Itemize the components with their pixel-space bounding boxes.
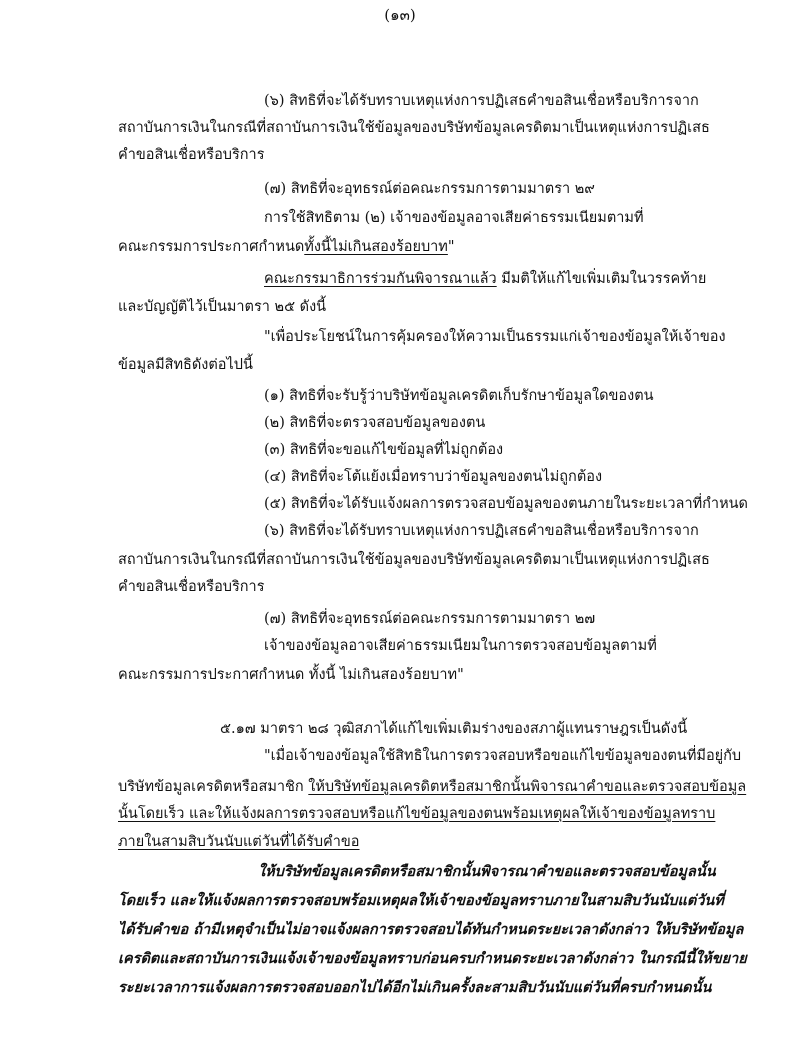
italic-bold-text: เครดิตและสถาบันการเงินแจ้งเจ้าของข้อมูลทราบก่อนครบกำหนดระยะเวลาดังกล่าว ในกรณีนี้ให้ขยาย	[118, 950, 747, 967]
text-line	[118, 887, 724, 915]
text-line	[264, 324, 726, 351]
text-segment: คณะกรรมการประกาศกำหนด ทั้งนี้ ไม่เกินสองร้อยบาท"	[118, 667, 464, 683]
text-segment: (๔) สิทธิที่จะโต้แย้งเมื่อทราบว่าข้อมูลของตนไม่ถูกต้อง	[264, 469, 603, 485]
text-segment: (๕) สิทธิที่จะได้รับแจ้งผลการตรวจสอบข้อมูลของตนภายในระยะเวลาที่กำหนด	[264, 496, 748, 512]
text-line	[118, 234, 455, 261]
text-segment: บริษัทข้อมูลเครดิตหรือสมาชิก	[118, 779, 309, 795]
text-line	[118, 662, 464, 689]
text-segment: "เพื่อประโยชน์ในการคุ้มครองให้ความเป็นธรรมแก่เจ้าของข้อมูลให้เจ้าของ	[264, 329, 726, 345]
text-line	[264, 176, 595, 203]
text-line	[118, 974, 711, 1002]
text-line	[264, 383, 654, 410]
text-line	[118, 829, 360, 856]
text-segment: เจ้าของข้อมูลอาจเสียค่าธรรมเนียมในการตรวจสอบข้อมูลตามที่	[264, 638, 657, 654]
underlined-text: ให้บริษัทข้อมูลเครดิตหรือสมาชิกนั้นพิจารณาคำขอและตรวจสอบข้อมูล	[308, 779, 747, 795]
italic-bold-text: ให้บริษัทข้อมูลเครดิตหรือสมาชิกนั้นพิจารณาคำขอและตรวจสอบข้อมูลนั้น	[258, 863, 716, 880]
text-line	[118, 142, 265, 169]
underlined-text: คณะกรรมาธิการร่วมกันพิจารณาแล้ว	[264, 271, 497, 287]
text-segment: (๗) สิทธิที่จะอุทธรณ์ต่อคณะกรรมการตามมาตรา ๒๙	[264, 181, 595, 197]
text-line	[264, 491, 748, 518]
text-line	[118, 801, 715, 828]
text-line	[264, 437, 503, 464]
text-segment: (๓) สิทธิที่จะขอแก้ไขข้อมูลที่ไม่ถูกต้อง	[264, 442, 504, 458]
text-line	[118, 352, 253, 379]
text-line	[264, 633, 657, 660]
text-line	[264, 606, 595, 633]
text-line	[264, 464, 602, 491]
page-number: (๑๓)	[384, 6, 416, 24]
text-segment: การใช้สิทธิตาม (๒) เจ้าของข้อมูลอาจเสียค่าธรรมเนียมตามที่	[264, 210, 644, 226]
text-segment: มีมติให้แก้ไขเพิ่มเติมในวรรคท้าย	[496, 271, 707, 287]
text-line	[220, 716, 687, 743]
text-segment: คำขอสินเชื่อหรือบริการ	[118, 579, 265, 595]
text-line	[118, 574, 265, 601]
text-segment: คำขอสินเชื่อหรือบริการ	[118, 147, 265, 163]
text-line	[258, 858, 716, 886]
underlined-text: ทั้งนี้ไม่เกินสองร้อยบาท	[304, 239, 448, 255]
italic-bold-text: ได้รับคำขอ ถ้ามีเหตุจำเป็นไม่อาจแจ้งผลการตรวจสอบได้ทันกำหนดระยะเวลาดังกล่าว ให้บริษัทข้อมูล	[118, 921, 744, 938]
text-line	[264, 266, 706, 293]
text-segment: (๒) สิทธิที่จะตรวจสอบข้อมูลของตน	[264, 415, 486, 431]
text-line	[264, 518, 699, 545]
text-segment: ๕.๑๗ มาตรา ๒๘ วุฒิสภาได้แก้ไขเพิ่มเติมร่างของสภาผู้แทนราษฎรเป็นดังนี้	[220, 721, 688, 737]
italic-bold-text: โดยเร็ว และให้แจ้งผลการตรวจสอบพร้อมเหตุผลให้เจ้าของข้อมูลทราบภายในสามสิบวันนับแต่วันที่	[118, 892, 724, 909]
text-line	[264, 205, 644, 232]
text-segment: สถาบันการเงินในกรณีที่สถาบันการเงินใช้ข้อมูลของบริษัทข้อมูลเครดิตมาเป็นเหตุแห่งการปฏิเสธ	[118, 120, 710, 136]
text-line	[118, 547, 710, 574]
underlined-text: นั้นโดยเร็ว และให้แจ้งผลการตรวจสอบหรือแก้ไขข้อมูลของตนพร้อมเหตุผลให้เจ้าของข้อมูลทราบ	[118, 806, 716, 822]
text-line	[118, 115, 710, 142]
text-segment: "	[447, 239, 455, 255]
text-line	[264, 743, 741, 770]
text-segment: "เมื่อเจ้าของข้อมูลใช้สิทธิในการตรวจสอบหรือขอแก้ไขข้อมูลของตนที่มีอยู่กับ	[264, 748, 742, 764]
text-line	[118, 945, 747, 973]
italic-bold-text: ระยะเวลาการแจ้งผลการตรวจสอบออกไปได้อีกไม่เกินครั้งละสามสิบวันนับแต่วันที่ครบกำหนดนั้น	[118, 979, 712, 996]
underlined-text: ภายในสามสิบวันนับแต่วันที่ได้รับคำขอ	[118, 834, 360, 850]
text-segment: (๑) สิทธิที่จะรับรู้ว่าบริษัทข้อมูลเครดิตเก็บรักษาข้อมูลใดของตน	[264, 388, 654, 404]
text-line	[118, 294, 326, 321]
text-segment: (๖) สิทธิที่จะได้รับทราบเหตุแห่งการปฏิเสธคำขอสินเชื่อหรือบริการจาก	[264, 523, 699, 539]
text-line	[118, 774, 746, 801]
text-segment: และบัญญัติไว้เป็นมาตรา ๒๕ ดังนี้	[118, 299, 327, 315]
text-line	[264, 410, 485, 437]
text-line	[264, 88, 699, 115]
text-line	[118, 916, 743, 944]
text-segment: สถาบันการเงินในกรณีที่สถาบันการเงินใช้ข้อมูลของบริษัทข้อมูลเครดิตมาเป็นเหตุแห่งการปฏิเสธ	[118, 552, 710, 568]
text-segment: (๖) สิทธิที่จะได้รับทราบเหตุแห่งการปฏิเสธคำขอสินเชื่อหรือบริการจาก	[264, 93, 699, 109]
text-segment: (๗) สิทธิที่จะอุทธรณ์ต่อคณะกรรมการตามมาตรา ๒๗	[264, 611, 596, 627]
text-segment: ข้อมูลมีสิทธิดังต่อไปนี้	[118, 357, 253, 373]
text-segment: คณะกรรมการประกาศกำหนด	[118, 239, 305, 255]
